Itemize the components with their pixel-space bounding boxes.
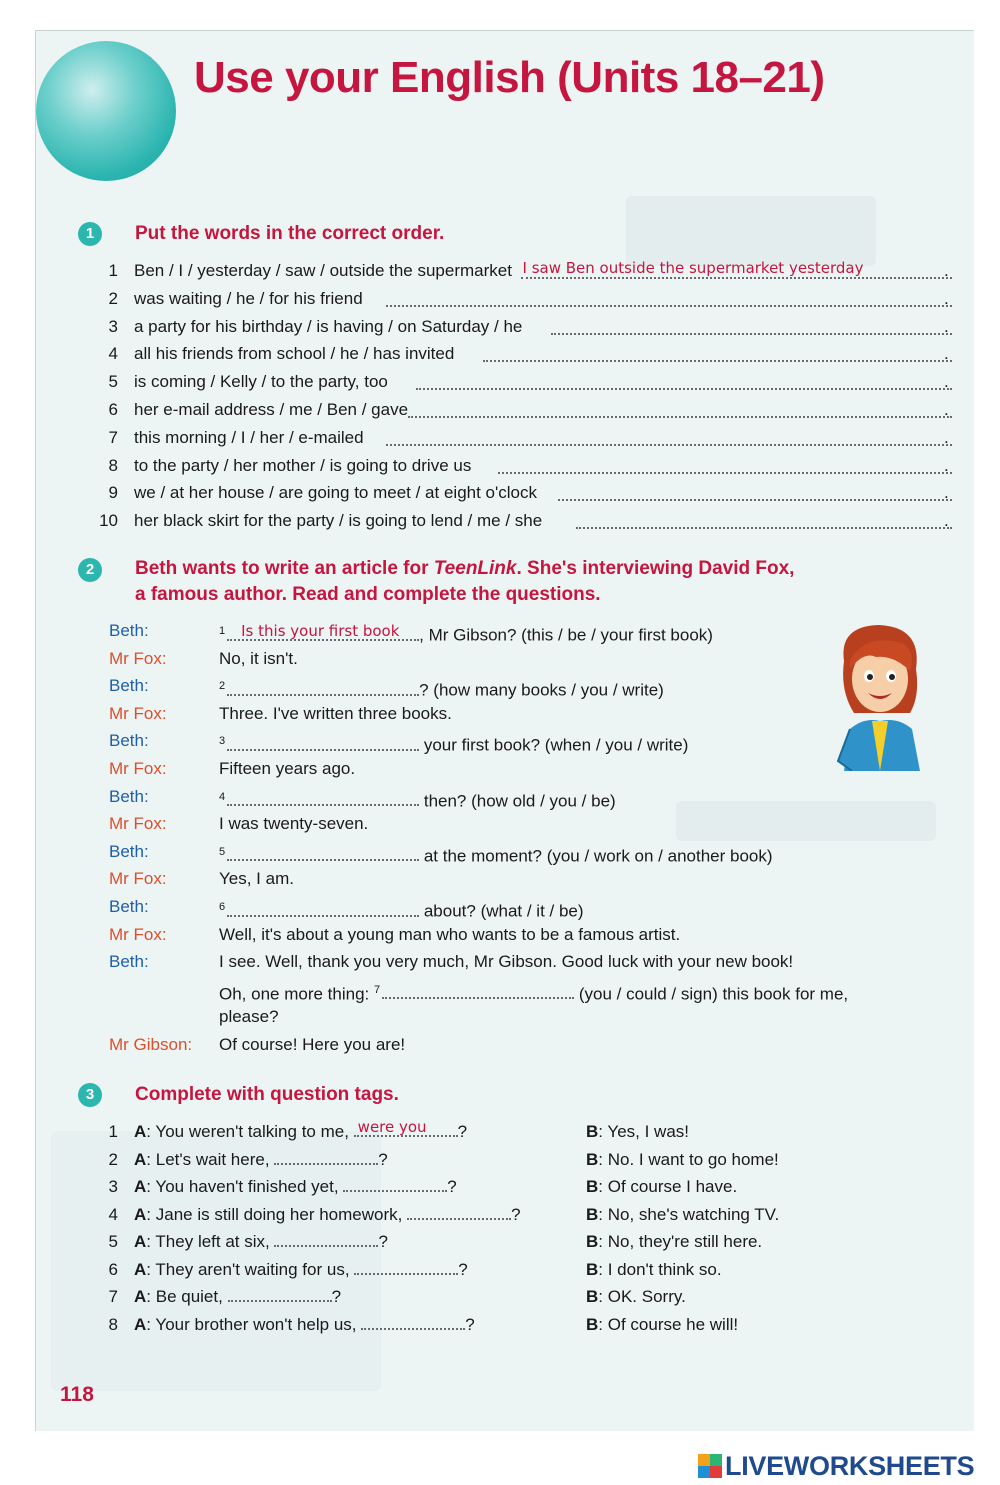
dialogue-prompt: your first book? (when / you / write) [419,736,689,756]
answer-field[interactable] [227,680,419,696]
question-text: They aren't waiting for us, [155,1259,350,1279]
item-prompt: was waiting / he / for his friend [134,288,363,308]
speaker-b-label: B [586,1177,599,1196]
dialogue-line [36,755,974,783]
teal-sphere-decoration [36,41,176,181]
item-number: 5 [108,372,118,392]
instruction-text: . She's interviewing David Fox, [516,558,795,579]
speaker-fox: Mr Fox: [109,814,167,834]
question: A: You weren't talking to me, were you ? [134,1118,467,1146]
response: B: Of course he will! [586,1314,739,1334]
period: . [944,288,949,308]
page-number: 118 [60,1383,94,1406]
speaker-b-label: B [586,1204,599,1224]
period: . [944,455,949,475]
logo-squares-icon [698,1454,722,1478]
answer-field[interactable] [227,735,419,751]
item-number: 9 [108,483,118,503]
dialogue-line [36,672,974,700]
dialogue-text [219,921,934,949]
speaker-beth: Beth: [109,786,149,806]
item-number: 1 [108,1122,118,1141]
answer-field[interactable] [483,346,952,362]
answer-field[interactable] [227,621,419,641]
response: B: No. I want to go home! [586,1149,779,1169]
dialogue-prompt: (you / could / sign) this book for me, [574,984,849,1004]
item-prompt: all his friends from school / he / has invited [134,344,455,364]
instruction-text: Beth wants to write an article for [135,558,434,579]
ex3-item [36,1146,974,1174]
dialogue-prompt: Yes, I am. [219,869,294,889]
speaker-beth: Beth: [109,897,149,916]
magazine-title: TeenLink [433,558,517,579]
speaker-a-label: A [134,1287,147,1306]
speaker-a-label: A [134,1314,147,1334]
speaker-a-label: A [134,1149,147,1169]
dialogue-line [36,921,974,949]
dialogue-line [36,617,974,645]
period: . [944,400,949,419]
question-number: 4 [219,790,226,803]
question-text: Your brother won't help us, [155,1314,357,1334]
answer-field[interactable] [408,402,952,418]
dialogue-line [36,645,974,673]
question-number: 6 [219,901,226,913]
speaker-a-label: A [134,1232,147,1251]
item-prompt: her e-mail address / me / Ben / gave [134,400,409,419]
question-number: 5 [219,845,226,858]
response-text: Of course he will! [607,1314,739,1334]
dialogue-prompt: Fifteen years ago. [219,759,356,778]
speaker-beth: Beth: [109,676,149,696]
dialogue-prompt: Three. I've written three books. [219,703,452,723]
question: A: Jane is still doing her homework, ? [134,1204,521,1224]
speaker-a-label: A [134,1259,147,1279]
answer-text: Is this your first book [241,621,400,640]
question: A: You haven't finished yet, ? [134,1177,457,1196]
answer-field[interactable] [274,1231,378,1247]
answer-text: I saw Ben outside the supermarket yesterday [522,259,864,277]
ex3-item [36,1118,974,1146]
answer-field[interactable] [551,319,953,335]
speaker-b-label: B [586,1314,599,1334]
dialogue-line [36,1003,974,1031]
item-number: 8 [108,455,118,475]
ex3-item [36,1311,974,1339]
item-prompt: Ben / I / yesterday / saw / outside the supermarket [134,261,512,280]
dialogue-prompt: I was twenty-seven. [219,814,369,834]
answer-field[interactable] [354,1259,458,1275]
item-number: 7 [108,1287,118,1306]
dialogue-line [36,783,974,811]
question-number: 2 [219,680,226,693]
dialogue-text [219,755,934,783]
dialogue-text [219,865,934,893]
dialogue-line [36,865,974,893]
dialogue-line [36,1031,974,1059]
item-number: 8 [108,1314,118,1334]
speaker-b-label: B [586,1122,599,1141]
answer-field[interactable] [228,1286,332,1302]
dialogue-text [219,700,934,728]
dialogue-prompt: then? (how old / you / be) [419,791,616,811]
period: . [944,372,949,392]
exercise-1-badge: 1 [78,222,102,246]
item-prompt: to the party / her mother / is going to drive us [134,455,472,475]
question-text: Be quiet, [155,1287,223,1306]
answer-text: were you [357,1118,427,1136]
item-number: 4 [108,1204,118,1224]
answer-field[interactable] [521,259,953,279]
response-text: No. I want to go home! [607,1149,779,1169]
response: B: Of course I have. [586,1177,738,1196]
exercise-2-instruction [135,556,935,608]
answer-field[interactable] [227,901,419,917]
item-number: 3 [108,316,118,336]
item-number: 10 [99,511,118,531]
brand-name: LIVEWORKSHEETS [725,1450,975,1481]
dialogue-text: please? [219,1007,279,1027]
ex3-item [36,1256,974,1284]
dialogue-line [36,727,974,755]
speaker-fox: Mr Fox: [109,648,167,668]
period: . [944,427,949,447]
instruction-text: a famous author. Read and complete the questions. [135,584,601,605]
answer-field[interactable] [354,1118,458,1137]
ex1-item [36,396,974,424]
response-text: Of course I have. [607,1177,738,1196]
ex1-item [36,368,974,396]
ex1-item [36,340,974,368]
liveworksheets-logo [698,1448,974,1484]
question-text: Let's wait here, [155,1149,270,1169]
answer-field[interactable] [227,845,419,861]
speaker-a-label: A [134,1177,147,1196]
speaker-b-label: B [586,1287,599,1306]
answer-field[interactable] [407,1204,511,1220]
dialogue-text [219,810,934,838]
question-number: 3 [219,735,226,748]
exercise-3-badge: 3 [78,1083,102,1107]
response-text: OK. Sorry. [607,1287,686,1306]
response: B: I don't think so. [586,1259,722,1279]
item-prompt: her black skirt for the party / is going to lend / me / she [134,511,543,531]
dialogue-line [36,838,974,866]
item-prompt: this morning / I / her / e-mailed [134,427,364,447]
response-text: No, she's watching TV. [607,1204,780,1224]
item-prompt: a party for his birthday / is having / on Saturday / he [134,316,523,336]
response-text: No, they're still here. [607,1232,763,1251]
dialogue-text: Of course! Here you are! [219,1035,406,1054]
dialogue-line [36,893,974,921]
question-text: They left at six, [155,1232,270,1251]
speaker-b-label: B [586,1149,599,1169]
question: A: Be quiet, ? [134,1287,342,1306]
ex1-item [36,452,974,480]
response: B: No, she's watching TV. [586,1204,780,1224]
period: . [944,316,949,336]
answer-field[interactable] [227,790,419,806]
item-number: 1 [108,261,118,280]
question: A: They aren't waiting for us, ? [134,1259,468,1279]
speaker-beth: Beth: [109,731,149,751]
ex1-item [36,313,974,341]
response-text: I don't think so. [607,1259,722,1279]
question: A: Let's wait here, ? [134,1149,388,1169]
question-number: 7 [373,983,381,996]
response: B: No, they're still here. [586,1232,763,1251]
page-title: Use your English (Units 18–21) [194,53,825,102]
ex3-item [36,1201,974,1229]
answer-field[interactable] [361,1314,465,1330]
item-number: 2 [108,1149,118,1169]
workbook-page [35,30,974,1431]
response: B: OK. Sorry. [586,1287,686,1306]
ex3-item [36,1283,974,1311]
speaker-gibson: Mr Gibson: [109,1035,193,1054]
dialogue-prompt: No, it isn't. [219,648,298,668]
answer-field[interactable] [498,458,952,474]
exercise-3-instruction: Complete with question tags. [135,1084,399,1105]
dialogue-line [36,810,974,838]
ex1-item [36,285,974,313]
period: . [944,261,949,280]
item-number: 6 [108,400,118,419]
ex1-item [36,507,974,535]
ex1-item [36,479,974,507]
speaker-beth: Beth: [109,952,149,972]
ex1-item [36,257,974,285]
dialogue-text [219,645,934,673]
item-number: 4 [108,344,118,364]
dialogue-prompt: at the moment? (you / work on / another book) [419,846,773,866]
response: B: Yes, I was! [586,1122,690,1141]
speaker-fox: Mr Fox: [109,924,167,944]
dialogue-prompt: Well, it's about a young man who wants to be a famous artist. [219,924,681,944]
dialogue-text: I see. Well, thank you very much, Mr Gibson. Good luck with your new book! [219,952,794,972]
speaker-fox: Mr Fox: [109,703,167,723]
dialogue-prompt: ? (how many books / you / write) [419,680,664,700]
dialogue-prompt: , Mr Gibson? (this / be / your first book) [419,625,713,645]
speaker-b-label: B [586,1232,599,1251]
exercise-1-instruction: Put the words in the correct order. [135,223,445,244]
dialogue-line [36,948,974,976]
item-number: 7 [108,427,118,447]
answer-field[interactable] [576,513,952,529]
item-number: 3 [108,1177,118,1196]
speaker-beth: Beth: [109,841,149,861]
answer-field[interactable] [416,374,953,390]
item-prompt: we / at her house / are going to meet / at eight o'clock [134,483,537,503]
ex1-item [36,424,974,452]
speaker-fox: Mr Fox: [109,869,167,889]
dialogue-prompt: about? (what / it / be) [419,901,584,921]
question-text: Jane is still doing her homework, [155,1204,403,1224]
answer-field[interactable] [386,291,953,307]
question: A: They left at six, ? [134,1232,388,1251]
item-number: 5 [108,1232,118,1251]
question-number: 1 [219,625,226,637]
item-number: 6 [108,1259,118,1279]
answer-field[interactable] [386,430,953,446]
ex3-item [36,1228,974,1256]
answer-field[interactable] [343,1176,447,1192]
exercise-2-badge: 2 [78,558,102,582]
answer-field[interactable] [274,1149,378,1165]
answer-field[interactable] [382,983,574,999]
dialogue-line [36,700,974,728]
question-text: You weren't talking to me, [155,1122,349,1141]
speaker-b-label: B [586,1259,599,1279]
period: . [944,511,949,531]
ex3-item [36,1173,974,1201]
dialogue-prompt: Oh, one more thing: [219,984,374,1004]
speaker-fox: Mr Fox: [109,759,167,778]
question: A: Your brother won't help us, ? [134,1314,475,1334]
item-number: 2 [108,288,118,308]
period: . [944,483,949,503]
speaker-beth: Beth: [109,621,149,640]
speaker-a-label: A [134,1122,147,1141]
answer-field[interactable] [558,485,952,501]
speaker-a-label: A [134,1204,147,1224]
item-prompt: is coming / Kelly / to the party, too [134,372,388,392]
dialogue-line [36,976,974,1004]
response-text: Yes, I was! [607,1122,690,1141]
period: . [944,344,949,364]
question-text: You haven't finished yet, [155,1177,339,1196]
